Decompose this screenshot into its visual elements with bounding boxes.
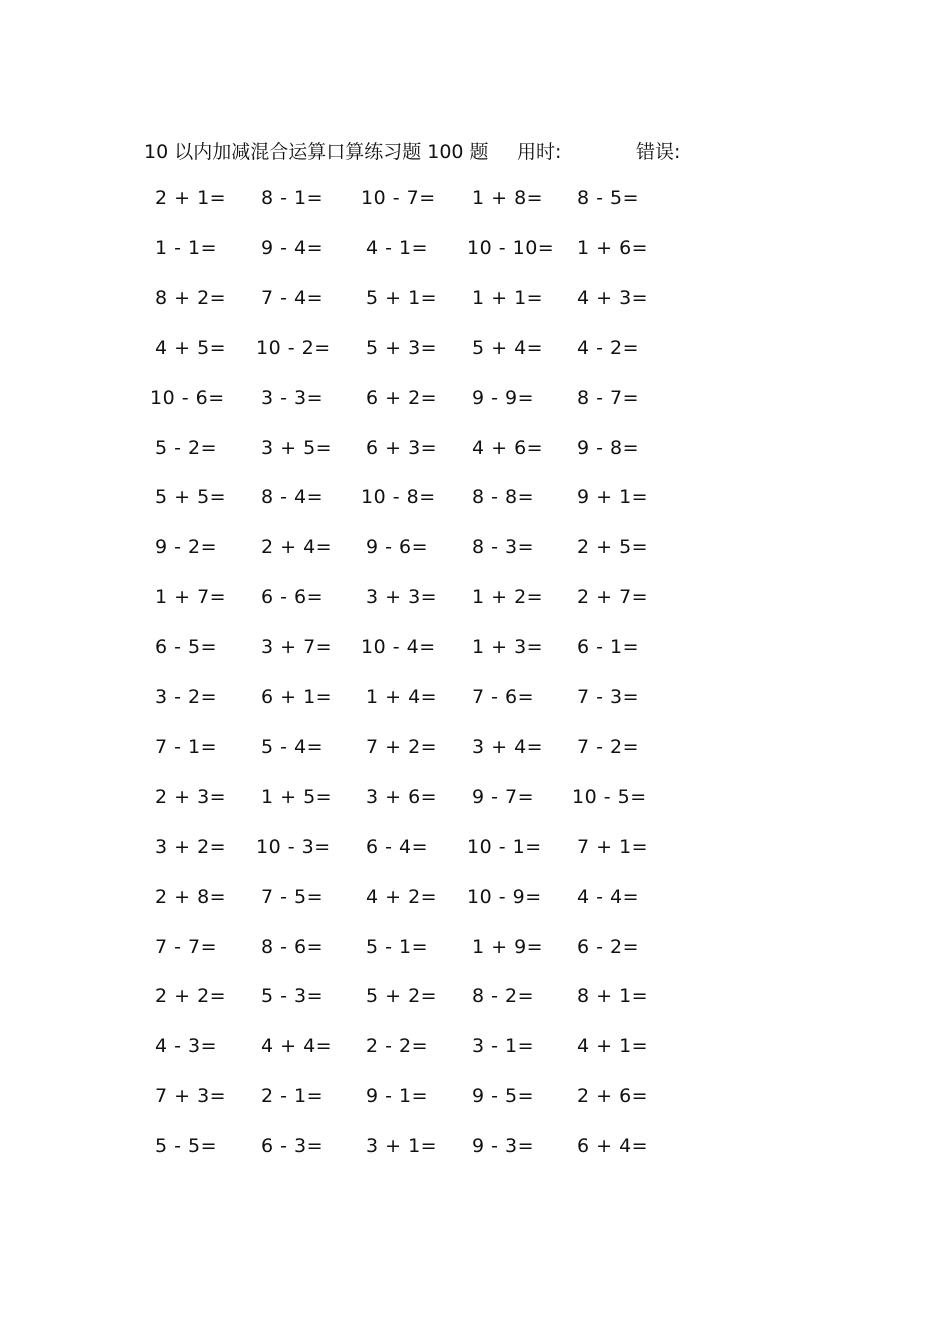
- math-problem: 2 + 8=: [155, 885, 227, 908]
- math-problem: 2 - 1=: [261, 1085, 324, 1108]
- math-problem: 9 - 1=: [366, 1085, 429, 1108]
- math-problem: 2 + 6=: [577, 1085, 649, 1108]
- math-problem: 5 - 1=: [366, 935, 429, 958]
- math-problem: 1 + 7=: [155, 586, 227, 609]
- math-problem: 8 + 2=: [155, 286, 227, 309]
- math-problem: 3 + 6=: [366, 785, 438, 808]
- math-problem: 10 - 5=: [572, 785, 647, 808]
- math-problem: 1 + 5=: [261, 785, 333, 808]
- math-problem: 4 - 3=: [155, 1035, 218, 1058]
- math-problem: 2 + 7=: [577, 586, 649, 609]
- math-problem: 7 - 3=: [577, 686, 640, 708]
- math-problem: 2 + 1=: [155, 187, 227, 209]
- math-problem: 3 + 2=: [155, 835, 227, 858]
- math-problem: 1 - 1=: [155, 236, 218, 259]
- math-problem: 5 + 3=: [366, 336, 438, 359]
- math-problem: 9 - 3=: [472, 1135, 535, 1158]
- math-problem: 1 + 3=: [472, 636, 544, 659]
- math-problem: 8 - 2=: [472, 985, 535, 1008]
- math-problem: 8 - 4=: [261, 486, 324, 509]
- math-problem: 3 + 5=: [261, 436, 333, 459]
- math-problem: 10 - 1=: [467, 835, 542, 858]
- math-problem: 9 - 4=: [261, 236, 324, 259]
- math-problem: 7 - 7=: [155, 935, 218, 958]
- math-problem: 4 + 4=: [261, 1035, 333, 1058]
- math-problem: 7 - 5=: [261, 885, 324, 908]
- math-problem: 3 - 3=: [261, 386, 324, 409]
- math-problem: 1 + 6=: [577, 236, 649, 259]
- math-problem: 9 - 5=: [472, 1085, 535, 1108]
- math-problem: 8 + 1=: [577, 985, 649, 1008]
- math-problem: 6 + 3=: [366, 436, 438, 459]
- math-problem: 4 + 3=: [577, 286, 649, 309]
- math-problem: 9 - 6=: [366, 536, 429, 559]
- math-problem: 6 - 5=: [155, 636, 218, 659]
- math-problem: 3 - 2=: [155, 686, 218, 708]
- math-problem: 10 - 4=: [361, 636, 436, 659]
- math-problem: 1 + 4=: [366, 686, 438, 708]
- math-problem: 6 + 1=: [261, 686, 333, 708]
- math-problem: 3 + 3=: [366, 586, 438, 609]
- math-problem: 5 - 4=: [261, 735, 324, 758]
- math-problem: 4 + 2=: [366, 885, 438, 908]
- worksheet-header: [0, 137, 950, 165]
- math-problem: 6 - 1=: [577, 636, 640, 659]
- math-problem: 1 + 1=: [472, 286, 544, 309]
- math-problem: 5 + 2=: [366, 985, 438, 1008]
- math-problem: 8 - 3=: [472, 536, 535, 559]
- math-problem: 10 - 9=: [467, 885, 542, 908]
- math-problem: 10 - 10=: [467, 236, 555, 259]
- math-problem: 6 + 2=: [366, 386, 438, 409]
- math-problem: 5 - 2=: [155, 436, 218, 459]
- math-problem: 10 - 3=: [256, 835, 331, 858]
- math-problem: 7 + 2=: [366, 735, 438, 758]
- math-problem: 7 + 3=: [155, 1085, 227, 1108]
- math-problem: 2 + 4=: [261, 536, 333, 559]
- math-problem: 2 - 2=: [366, 1035, 429, 1058]
- math-problem: 2 + 3=: [155, 785, 227, 808]
- math-problem: 8 - 6=: [261, 935, 324, 958]
- math-problem: 2 + 5=: [577, 536, 649, 559]
- math-problem: 5 + 1=: [366, 286, 438, 309]
- math-problem: 10 - 8=: [361, 486, 436, 509]
- math-problem: 4 + 5=: [155, 336, 227, 359]
- math-problem: 10 - 6=: [150, 386, 225, 409]
- math-problem: 7 - 1=: [155, 735, 218, 758]
- math-problem: 1 + 8=: [472, 187, 544, 209]
- math-problem: 4 + 6=: [472, 436, 544, 459]
- math-problem: 7 - 4=: [261, 286, 324, 309]
- math-problem: 6 - 4=: [366, 835, 429, 858]
- math-problem: 1 + 2=: [472, 586, 544, 609]
- math-problem: 5 + 4=: [472, 336, 544, 359]
- math-problem: 10 - 7=: [361, 187, 436, 209]
- math-problem: 5 - 5=: [155, 1135, 218, 1158]
- math-problem: 3 - 1=: [472, 1035, 535, 1058]
- math-problem: 5 + 5=: [155, 486, 227, 509]
- error-label: 错误:: [636, 141, 681, 163]
- math-problem: 9 + 1=: [577, 486, 649, 509]
- math-problem: 7 - 2=: [577, 735, 640, 758]
- math-problem: 2 + 2=: [155, 985, 227, 1008]
- math-problem: 4 - 4=: [577, 885, 640, 908]
- math-problem: 3 + 7=: [261, 636, 333, 659]
- math-problem: 7 - 6=: [472, 686, 535, 708]
- math-problem: 9 - 9=: [472, 386, 535, 409]
- math-problem: 6 + 4=: [577, 1135, 649, 1158]
- math-problem: 8 - 5=: [577, 187, 640, 209]
- math-problem: 1 + 9=: [472, 935, 544, 958]
- math-problem: 4 - 2=: [577, 336, 640, 359]
- math-problem: 8 - 7=: [577, 386, 640, 409]
- math-problem: 9 - 2=: [155, 536, 218, 559]
- math-problem: 8 - 1=: [261, 187, 324, 209]
- math-problem: 6 - 2=: [577, 935, 640, 958]
- math-problem: 5 - 3=: [261, 985, 324, 1008]
- math-problem: 8 - 8=: [472, 486, 535, 509]
- math-problem: 9 - 8=: [577, 436, 640, 459]
- time-label: 用时:: [517, 141, 562, 163]
- math-problem: 3 + 1=: [366, 1135, 438, 1158]
- math-problem: 4 + 1=: [577, 1035, 649, 1058]
- math-problem: 10 - 2=: [256, 336, 331, 359]
- math-problem: 3 + 4=: [472, 735, 544, 758]
- math-problem: 9 - 7=: [472, 785, 535, 808]
- math-problem: 4 - 1=: [366, 236, 429, 259]
- math-problem: 7 + 1=: [577, 835, 649, 858]
- page-title: 10 以内加减混合运算口算练习题 100 题: [144, 141, 489, 163]
- math-problem: 6 - 6=: [261, 586, 324, 609]
- math-problem: 6 - 3=: [261, 1135, 324, 1158]
